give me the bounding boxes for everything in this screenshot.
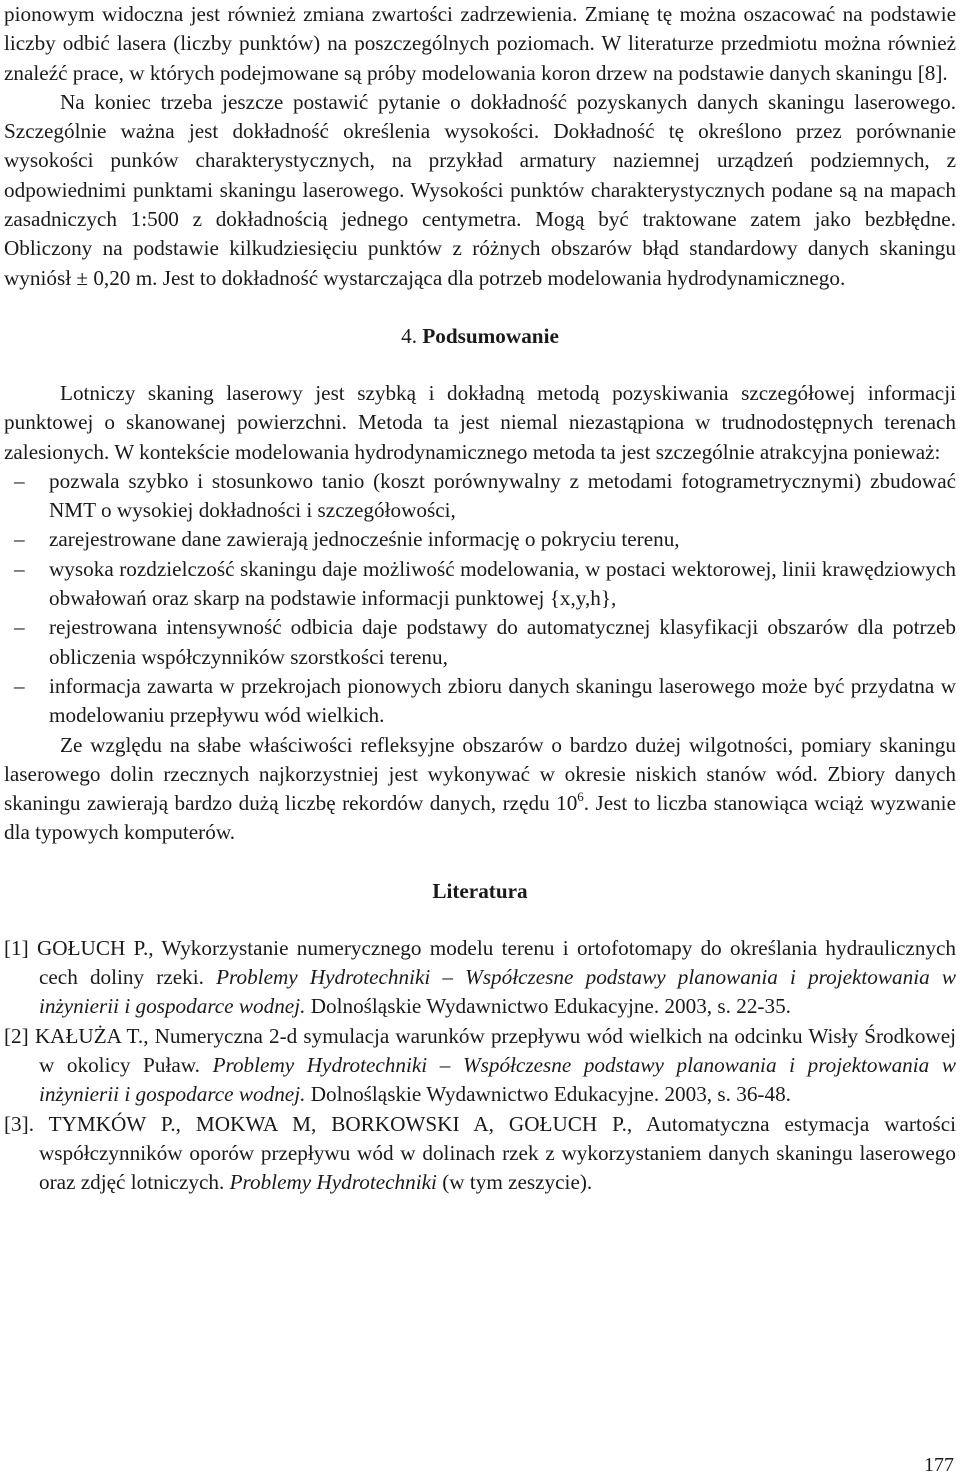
reference-label: [3]. (4, 1111, 35, 1136)
list-item (4, 467, 956, 526)
list-item-text: pozwala szybko i stosunkowo tanio (koszt porównywalny z metodami fotogrametrycznymi) zbudować NMT o wysokiej dokładności i szczegółowości, (49, 468, 956, 523)
section-number: 4. (401, 323, 418, 348)
reference-list (4, 934, 956, 1198)
reference-title: , Automatyczna estymacja wartości współczynników oporów przepływu wód w dolinach rzek z wykorzystaniem danych skaningu laserowego oraz zdjęć lotniczych. (39, 1111, 956, 1195)
summary-paragraph-1: Lotniczy skaning laserowy jest szybką i dokładną metodą pozyskiwania szczegółowej informacji punktowej o skanowanej powierzchni. Metoda ta jest niemal niezastąpiona w trudnodostępnych terenach zalesionych. W kontekście modelowania hydrodynamicznego metoda ta jest szczególnie atrakcyjna ponieważ: (4, 380, 956, 464)
summary-text-after-exponent: . Jest to liczba stanowiąca wciąż wyzwanie dla typowych komputerów. (4, 791, 956, 845)
advantages-list (4, 467, 956, 731)
dash-marker: – (14, 527, 25, 552)
list-item (4, 555, 956, 614)
list-item (4, 613, 956, 672)
reference-authors: TYMKÓW P., MOKWA M, BORKOWSKI A, GOŁUCH P. (48, 1111, 627, 1136)
exponent: 6 (577, 789, 584, 805)
list-item-text: wysoka rozdzielczość skaningu daje możliwość modelowania, w postaci wektorowej, linii krawędziowych obwałowań oraz skarp na podstawie informacji punktowej {x,y,h}, (49, 556, 956, 611)
reference-label: [1] (4, 935, 29, 960)
reference-journal: Problemy Hydrotechniki (229, 1170, 437, 1195)
reference-item (4, 1022, 956, 1110)
page-body (4, 0, 956, 1197)
list-item-text: rejestrowana intensywność odbicia daje podstawy do automatycznej klasyfikacji obszarów dla potrzeb obliczenia współczynników szorstkości terenu, (49, 615, 956, 669)
list-item (4, 525, 956, 554)
section-title: Podsumowanie (422, 323, 559, 348)
reference-authors: GOŁUCH P. (37, 935, 149, 960)
reference-item (4, 1110, 956, 1198)
dash-marker: – (14, 615, 25, 640)
page-number: 177 (924, 1454, 954, 1476)
list-item (4, 672, 956, 731)
paragraph-intro-2: Na koniec trzeba jeszcze postawić pytanie o dokładność pozyskanych danych skaningu laserowego. Szczególnie ważna jest dokładność określenia wysokości. Dokładność tę określono przez porównanie wysokości punków charakterystycznych, na przykład armatury naziemnej urządzeń podziemnych, z odpowiednimi punktami skaningu laserowego. Wysokości punktów charakterystycznych podane są na mapach zasadniczych 1:500 z dokładnością jednego centymetra. Mogą być traktowane zatem jako bezbłędne. Obliczony na podstawie kilkudziesięciu punktów z różnych obszarów błąd standardowy danych skaningu wyniósł ± 0,20 m. Jest to dokładność wystarczająca dla potrzeb modelowania hydrodynamicznego. (4, 89, 956, 290)
summary-text-before-exponent: Ze względu na słabe właściwości refleksyjne obszarów o bardzo dużej wilgotności, pomiary skaningu laserowego dolin rzecznych najkorzystniej jest wykonywać w okresie niskich stanów wód. Zbiory danych skaningu zawierają bardzo dużą liczbę rekordów danych, rzędu 10 (4, 732, 956, 816)
dash-marker: – (14, 673, 25, 698)
reference-publisher: Dolnośląskie Wydawnictwo Edukacyjne. 2003, s. 36-48. (305, 1082, 791, 1107)
literature-heading: Literatura (432, 878, 528, 903)
reference-label: [2] (4, 1023, 29, 1048)
dash-marker: – (14, 556, 25, 581)
list-item-text: zarejestrowane dane zawierają jednocześnie informację o pokryciu terenu, (49, 527, 680, 552)
reference-journal: Problemy Hydrotechniki – Współczesne podstawy planowania i projektowania w inżynierii i gospodarce wodnej. (39, 965, 956, 1019)
reference-title: , Numeryczna 2-d symulacja warunków przepływu wód wielkich na odcinku Wisły Środkowej w okolicy Puław. (39, 1023, 957, 1077)
summary-paragraph-2 (4, 731, 956, 848)
paragraph-intro-1: pionowym widoczna jest również zmiana zwartości zadrzewienia. Zmianę tę można oszacować na podstawie liczby odbić lasera (liczby punktów) na poszczególnych poziomach. W literaturze przedmiotu można również znaleźć prace, w których podejmowane są próby modelowania koron drzew na podstawie danych skaningu [8]. (4, 2, 956, 85)
reference-authors: KAŁUŻA T. (34, 1023, 144, 1048)
reference-journal: Problemy Hydrotechniki – Współczesne podstawy planowania i projektowania w inżynierii i gospodarce wodnej. (39, 1052, 956, 1107)
list-item-text: informacja zawarta w przekrojach pionowych zbioru danych skaningu laserowego może być przydatna w modelowaniu przepływu wód wielkich. (49, 673, 956, 728)
reference-item (4, 934, 956, 1022)
reference-title: , Wykorzystanie numerycznego modelu terenu i ortofotomapy do określania hydraulicznych cech doliny rzeki. (39, 935, 956, 990)
reference-publisher: Dolnośląskie Wydawnictwo Edukacyjne. 2003, s. 22-35. (305, 994, 791, 1019)
dash-marker: – (14, 468, 25, 493)
reference-publisher: (w tym zeszycie). (436, 1170, 593, 1195)
section-heading (4, 322, 956, 351)
